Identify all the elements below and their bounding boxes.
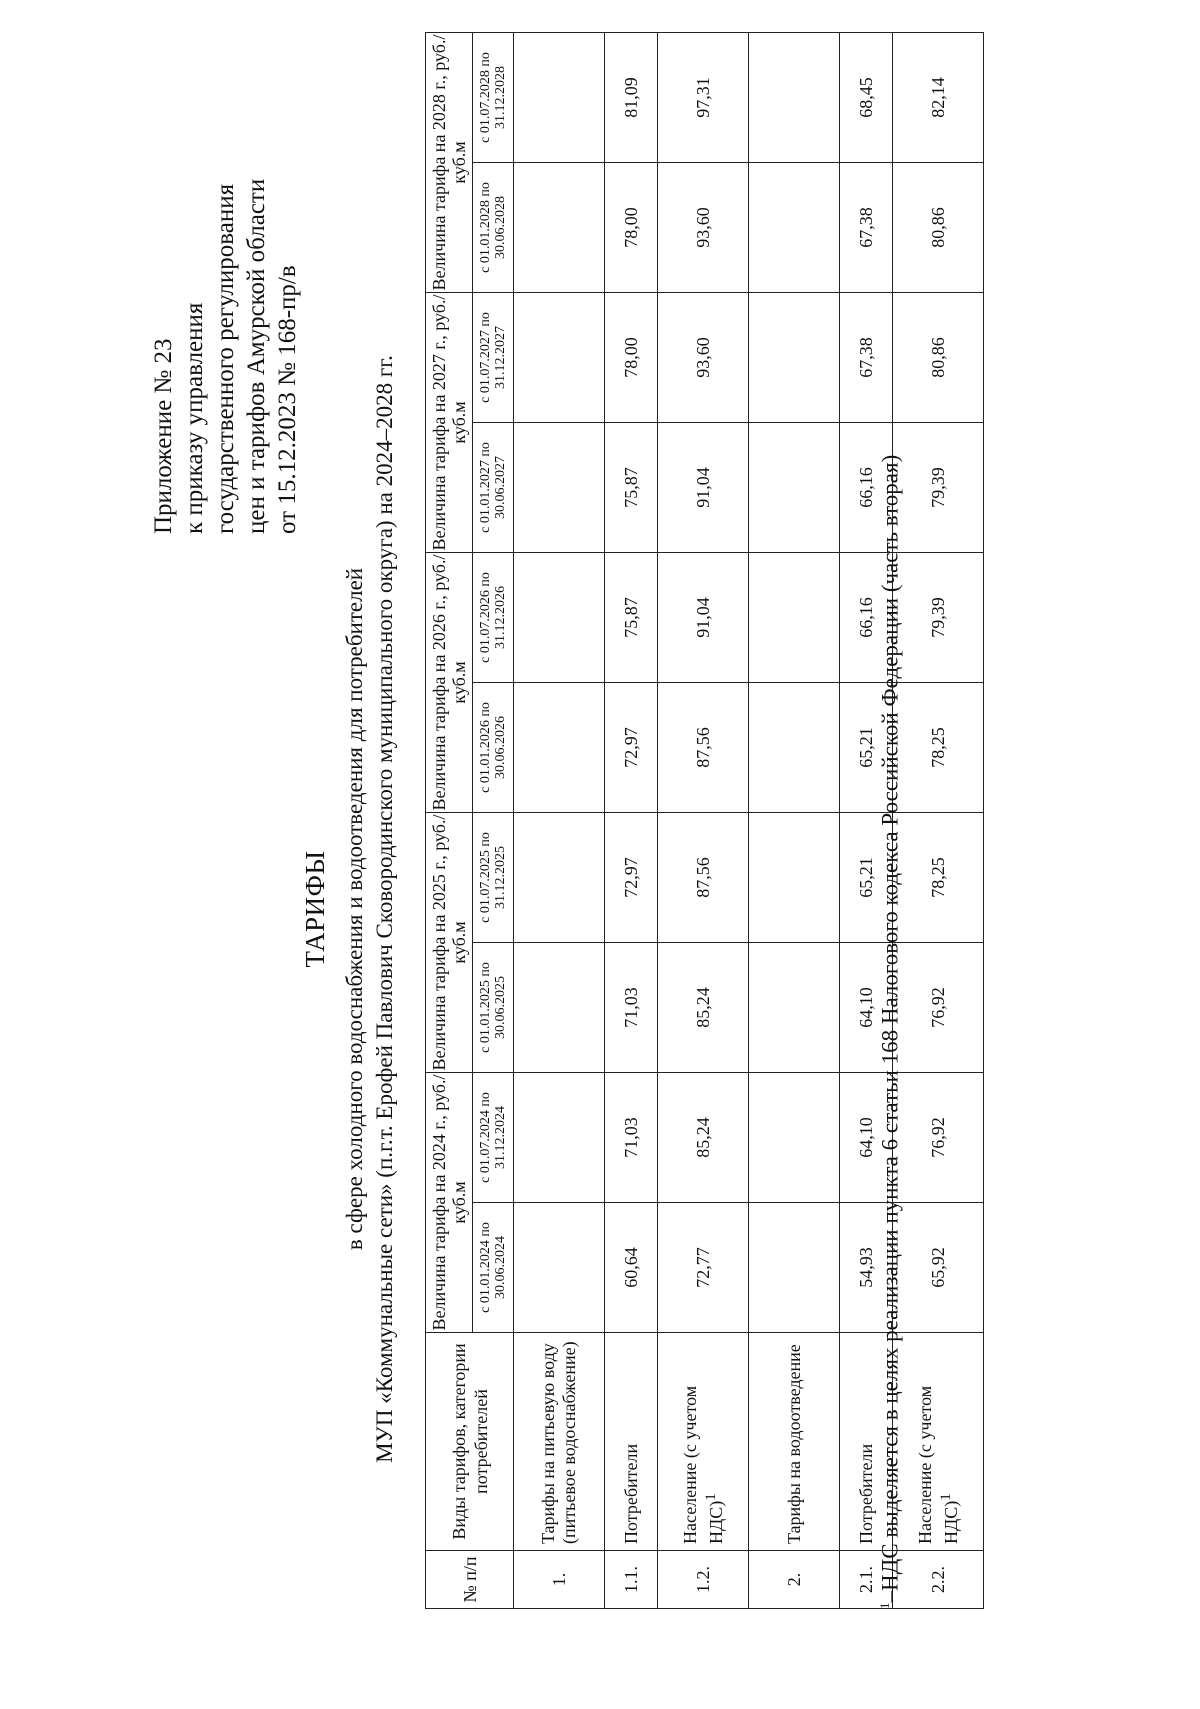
tariff-value: 78,00 [605, 163, 658, 293]
row-number: 2.1. [840, 1551, 893, 1609]
tariff-value: 91,04 [658, 553, 749, 683]
category-label: Потребители [855, 1443, 876, 1544]
tariff-value: 87,56 [658, 683, 749, 813]
row-number: 1.2. [658, 1551, 749, 1609]
tariff-value [749, 813, 840, 943]
footnote-text: –НДС выделяется в целях реализации пункта 6 статьи 168 Налогового кодекса Российской Федерации (часть вторая) [877, 454, 903, 1603]
category-label: Население (с учетом НДС) [679, 1385, 726, 1544]
tariff-value: 79,39 [893, 423, 984, 553]
tariff-value: 65,92 [893, 1203, 984, 1333]
row-number: 2.2. [893, 1551, 984, 1609]
annex-line: от 15.12.2023 № 168-пр/в [274, 265, 301, 534]
tariff-value: 54,93 [840, 1203, 893, 1333]
tariff-value: 72,97 [605, 813, 658, 943]
category-label: Потребители [620, 1443, 641, 1544]
row-number: 2. [749, 1551, 840, 1609]
tariff-value [749, 943, 840, 1073]
tariff-value [514, 553, 605, 683]
tariff-value: 93,60 [658, 163, 749, 293]
document-subtitle [340, 109, 400, 1709]
tariff-value [514, 1073, 605, 1203]
tariff-value: 79,39 [893, 553, 984, 683]
annex-line: к приказу управления [181, 302, 208, 534]
header-period: с 01.07.2024 по 31.12.2024 [473, 1073, 514, 1203]
tariff-value: 64,10 [840, 1073, 893, 1203]
tariff-value [514, 813, 605, 943]
table-row [893, 33, 984, 1609]
tariff-value: 72,77 [658, 1203, 749, 1333]
header-period: с 01.01.2025 по 30.06.2025 [473, 943, 514, 1073]
tariff-value: 91,04 [658, 423, 749, 553]
tariff-value: 67,38 [840, 293, 893, 423]
tariff-value [749, 553, 840, 683]
header-period: с 01.07.2025 по 31.12.2025 [473, 813, 514, 943]
tariff-value: 65,21 [840, 813, 893, 943]
subtitle-line: в сфере холодного водоснабжения и водоотведения для потребителей [342, 567, 367, 1251]
tariff-value: 64,10 [840, 943, 893, 1073]
header-period: с 01.01.2024 по 30.06.2024 [473, 1203, 514, 1333]
tariff-value [749, 1073, 840, 1203]
row-category [514, 1333, 605, 1551]
tariff-value: 71,03 [605, 943, 658, 1073]
tariff-value [749, 33, 840, 163]
tariff-value: 78,00 [605, 293, 658, 423]
category-label: Тарифы на питьевую воду (питьевое водоснабжение) [538, 1341, 579, 1544]
tariff-value: 80,86 [893, 293, 984, 423]
row-category [749, 1333, 840, 1551]
footnote-ref: 1 [937, 1493, 954, 1501]
tariff-value: 76,92 [893, 943, 984, 1073]
header-period: с 01.07.2028 по 31.12.2028 [473, 33, 514, 163]
category-label: Население (с учетом НДС) [914, 1385, 961, 1544]
tariff-value: 82,14 [893, 33, 984, 163]
tariff-value: 71,03 [605, 1073, 658, 1203]
row-category [893, 1333, 984, 1551]
table-row [514, 33, 605, 1609]
tariff-value: 75,87 [605, 423, 658, 553]
tariff-value: 78,25 [893, 683, 984, 813]
tariff-value: 87,56 [658, 813, 749, 943]
row-category [605, 1333, 658, 1551]
tariff-value [514, 163, 605, 293]
tariff-value: 78,25 [893, 813, 984, 943]
header-tariff-type: Виды тарифов, категории потребителей [426, 1333, 514, 1551]
tariff-value: 76,92 [893, 1073, 984, 1203]
tariff-value: 72,97 [605, 683, 658, 813]
tariff-value: 66,16 [840, 423, 893, 553]
table-row [605, 33, 658, 1609]
tariff-value: 85,24 [658, 1073, 749, 1203]
category-label: Тарифы на водоотведение [783, 1344, 804, 1544]
tariff-value [514, 293, 605, 423]
header-number: № п/п [426, 1551, 514, 1609]
footnote-ref: 1 [702, 1493, 719, 1501]
tariff-value: 97,31 [658, 33, 749, 163]
tariff-value [514, 33, 605, 163]
tariff-value: 68,45 [840, 33, 893, 163]
header-year-2024: Величина тарифа на 2024 г., руб./куб.м [426, 1073, 473, 1333]
annex-line: цен и тарифов Амурской области [243, 178, 270, 534]
annex-line: государственного регулирования [212, 183, 239, 534]
tariff-value: 67,38 [840, 163, 893, 293]
footnote-mark: 1 [877, 1602, 892, 1609]
annex-header [148, 94, 303, 534]
table-row [749, 33, 840, 1609]
header-period: с 01.01.2027 по 30.06.2027 [473, 423, 514, 553]
tariff-value: 81,09 [605, 33, 658, 163]
tariff-value: 66,16 [840, 553, 893, 683]
tariff-value [749, 423, 840, 553]
tariff-value: 80,86 [893, 163, 984, 293]
header-period: с 01.01.2026 по 30.06.2026 [473, 683, 514, 813]
row-category [658, 1333, 749, 1551]
tariff-value: 85,24 [658, 943, 749, 1073]
header-period: с 01.07.2027 по 31.12.2027 [473, 293, 514, 423]
table-row [658, 33, 749, 1609]
row-number: 1.1. [605, 1551, 658, 1609]
subtitle-line: МУП «Коммунальные сети» (п.г.т. Ерофей Павлович Сковородинского муниципального округа) на 2024–2028 гг. [372, 355, 397, 1463]
tariff-value [514, 1203, 605, 1333]
tariff-value [514, 683, 605, 813]
header-period: с 01.01.2028 по 30.06.2028 [473, 163, 514, 293]
tariff-value: 75,87 [605, 553, 658, 683]
header-year-2026: Величина тарифа на 2026 г., руб./куб.м [426, 553, 473, 813]
header-year-2027: Величина тарифа на 2027 г., руб./куб.м [426, 293, 473, 553]
tariff-value: 60,64 [605, 1203, 658, 1333]
tariff-value [749, 163, 840, 293]
header-period: с 01.07.2026 по 31.12.2026 [473, 553, 514, 683]
row-number: 1. [514, 1551, 605, 1609]
tariff-table-body [514, 33, 984, 1609]
footnote [872, 109, 904, 1609]
tariff-value [514, 943, 605, 1073]
tariff-value [514, 423, 605, 553]
tariff-value [749, 293, 840, 423]
tariff-value: 65,21 [840, 683, 893, 813]
tariff-value: 93,60 [658, 293, 749, 423]
tariff-value [749, 683, 840, 813]
header-year-2025: Величина тарифа на 2025 г., руб./куб.м [426, 813, 473, 1073]
document-title: ТАРИФЫ [300, 850, 330, 968]
tariff-value [749, 1203, 840, 1333]
header-year-2028: Величина тарифа на 2028 г., руб./куб.м [426, 33, 473, 293]
annex-line: Приложение № 23 [150, 338, 177, 534]
